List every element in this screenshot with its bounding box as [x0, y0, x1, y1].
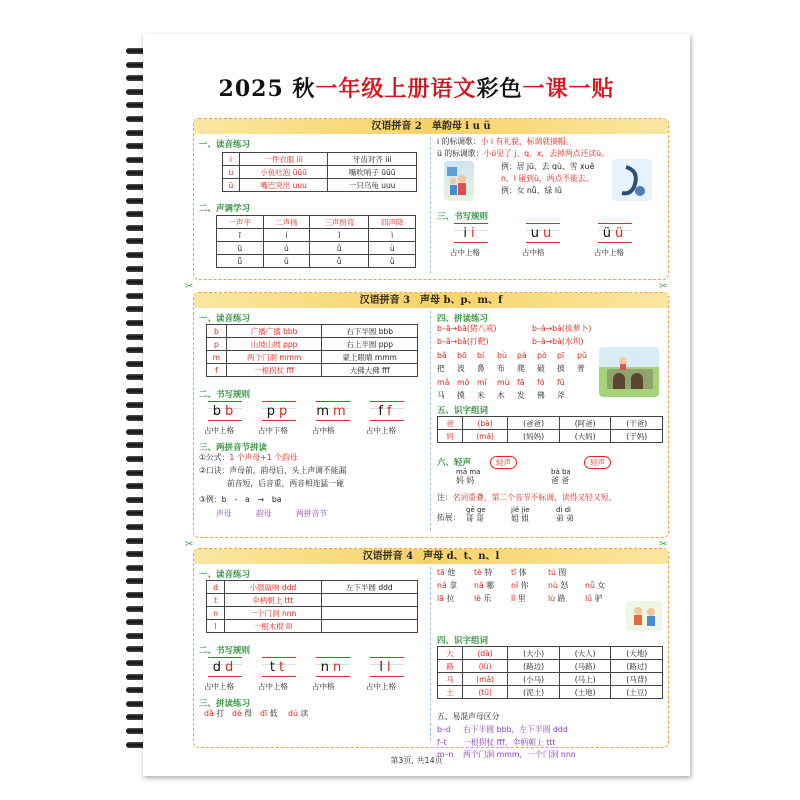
table-header-row: [217, 216, 416, 229]
pinyin-cell: (tǔ): [462, 686, 507, 699]
char-cell: 路: [438, 660, 463, 673]
header-cell: 一声平: [217, 216, 264, 229]
word-cell: (路过): [611, 660, 663, 673]
syllable: bí: [477, 351, 485, 360]
pinyin: gē ge: [466, 506, 486, 514]
syllable: 爬: [517, 364, 525, 373]
word-cell: (大地): [611, 647, 663, 660]
example-2: n、l 碰到ü，两点不能去。: [501, 174, 594, 183]
char-cell: 爸: [438, 417, 463, 430]
extension-label: 拓展：: [437, 513, 461, 522]
tone-cell: ì: [369, 229, 416, 242]
syllable: fǔ: [557, 378, 565, 387]
writing-caption: 占中上格: [258, 682, 288, 691]
pinyin-word: nǐ 你: [511, 581, 529, 590]
char-cell: 妈: [438, 430, 463, 443]
table-row: [438, 647, 663, 660]
pinyin-word: nù 怒: [548, 581, 569, 590]
scissors-icon: ✂: [659, 281, 668, 292]
mnemonic-cell: [321, 607, 417, 620]
table-row: [438, 686, 663, 699]
writing-caption: 占中上格: [204, 682, 234, 691]
mnemonic-cell: 两个门洞 mmm: [226, 351, 322, 364]
writing-caption: 占中格: [312, 426, 335, 435]
i-tone-rule: i 的标调歌：小 i 有礼貌，标调就摘帽。: [437, 137, 574, 146]
four-line-writing-box: tt: [262, 657, 296, 677]
pinyin-char-pair: [511, 507, 530, 523]
writing-caption: 占中上格: [366, 426, 396, 435]
word-cell: (路边): [508, 660, 560, 673]
four-line-writing-box: ff: [370, 401, 404, 421]
four-line-writing-box: bb: [208, 401, 242, 421]
word-cell: (妈妈): [508, 430, 560, 443]
column-divider: [430, 311, 431, 531]
lesson-3-header: 汉语拼音 3 声母 b、p、m、f: [194, 293, 668, 308]
table-row: [223, 166, 417, 179]
pinyin-cell: (dà): [462, 647, 507, 660]
pinyin-word: nǎ 哪: [474, 581, 495, 590]
spell-example: ③例：b - a → ba: [199, 495, 282, 504]
syllable: 普: [577, 364, 585, 373]
table-row: [207, 620, 418, 633]
section-title: 一、读音练习: [199, 570, 251, 580]
mnemonic-cell: 伞柄朝上 ttt: [225, 594, 321, 607]
word-cell: (马路): [559, 660, 611, 673]
section-title: 六、轻声: [437, 458, 472, 468]
mnemonic-cell: 一只乌龟 uuu: [328, 179, 417, 192]
letter-cell: ü: [223, 179, 240, 192]
practice-1: b–ā→bā(猪八戒): [437, 324, 497, 333]
syllable: 波: [457, 364, 465, 373]
syllable: 布: [497, 364, 505, 373]
mnemonic-cell: [321, 620, 417, 633]
word-cell: (大人): [559, 647, 611, 660]
pinyin-word: lǐ 里: [511, 594, 526, 603]
mnemonic-cell: 一根木棍 lll: [225, 620, 321, 633]
table-row: [217, 229, 416, 242]
syllable: 木: [497, 391, 505, 400]
section-title: 一、读音练习: [199, 314, 251, 324]
oral-rule: ②口诀：声母前，韵母后，头上声调不能漏: [199, 466, 347, 475]
mix-title: 五、易混声母区分: [437, 712, 500, 721]
syllable: 米: [477, 391, 485, 400]
lesson-2-panel: [193, 118, 669, 280]
bridge-icon: [599, 347, 659, 397]
mnemonic-cell: 小鱼吐泡 ūūū: [239, 166, 328, 179]
letter-cell: u: [223, 166, 240, 179]
writing-caption: 占中上格: [204, 426, 234, 435]
scissors-icon: ✂: [185, 281, 194, 292]
pinyin-cell: (bà): [462, 417, 507, 430]
pinyin-cell: (mā): [462, 430, 507, 443]
word-cell: (爸爸): [508, 417, 560, 430]
pinyin-word: lā 拉: [437, 594, 455, 603]
table-row: [438, 660, 663, 673]
example-3: 例：女 nǚ、绿 lǜ: [501, 186, 562, 195]
light-tone-bubble: 轻声: [490, 456, 517, 469]
section-title: 二、书写规则: [199, 646, 251, 656]
word-cell: (大小): [508, 647, 560, 660]
letter-cell: p: [207, 338, 227, 351]
confusable-pair: f–t 一根拐杖 fff，伞柄朝上 ttt: [437, 737, 556, 747]
table-row: [207, 325, 418, 338]
mnemonic-cell: 小鼓敲响 ddd: [225, 581, 321, 594]
read-table: [222, 152, 417, 192]
practice-2: b–á→bá(拔萝卜): [532, 324, 592, 333]
tone-cell: ū: [217, 242, 264, 255]
pinyin-word: tǐ 体: [511, 568, 527, 577]
four-line-writing-box: mm: [316, 401, 350, 421]
pinyin-word: ná 拿: [437, 581, 458, 590]
char-cell: 大: [438, 647, 463, 660]
oral-rule-2: 前音短，后音重，两音相连猛一碰: [227, 479, 344, 488]
column-divider: [430, 137, 431, 273]
children-icon: [444, 161, 474, 201]
pinyin-word: lù 路: [548, 594, 566, 603]
char-row-2: [437, 391, 577, 402]
writing-caption: 占中格: [522, 248, 545, 257]
spell-item: dī 低: [260, 709, 278, 718]
lesson-2-header: 汉语拼音 2 单韵母 i u ü: [194, 119, 668, 134]
letter-cell: b: [207, 325, 227, 338]
syllable: mǐ: [477, 378, 487, 387]
kids-illustration: [626, 601, 662, 631]
word-cell: (马上): [559, 673, 611, 686]
table-row: [217, 242, 416, 255]
syllable: 发: [517, 391, 525, 400]
children-illustration: [444, 161, 474, 201]
spell-label-initial: 声母: [216, 509, 232, 518]
pinyin-word: tè 特: [474, 568, 493, 577]
table-row: [217, 255, 416, 268]
table-row: [223, 179, 417, 192]
light-tone-bubble: 轻声: [584, 456, 611, 469]
word-cell: (土豆): [611, 686, 663, 699]
practice-3: b–ǎ→bǎ(打靶): [437, 337, 489, 346]
syllable: pá: [517, 351, 527, 360]
char-cell: 马: [438, 673, 463, 686]
word-table: [437, 416, 663, 443]
letter-cell: n: [207, 607, 225, 620]
pinyin: bà ba: [551, 468, 571, 476]
pinyin-char-pair: [556, 507, 574, 523]
mnemonic-cell: 左下半圆 ddd: [321, 581, 417, 594]
practice-4: b–à→bà(水坝): [532, 337, 584, 346]
syllable: 破: [537, 364, 545, 373]
mnemonic-cell: 牙齿对齐 iii: [328, 153, 417, 166]
writing-caption: 占中格: [312, 682, 335, 691]
section-title: 四、拼读练习: [437, 314, 489, 324]
tone-cell: ù: [369, 242, 416, 255]
title-series: 一课一贴: [522, 76, 615, 102]
pinyin-word: tā 他: [437, 568, 456, 577]
four-line-writing-box: ll: [370, 657, 404, 677]
mnemonic-cell: [321, 594, 417, 607]
section-title: 三、两拼音节拼读: [199, 443, 268, 453]
syllable: pǔ: [577, 351, 587, 360]
bridge-illustration: [599, 347, 659, 397]
spell-item: dú 读: [288, 709, 309, 718]
syllable: pī: [557, 351, 565, 360]
table-row: [207, 581, 418, 594]
letter-cell: i: [223, 153, 240, 166]
page-number: 第3页, 共14页: [390, 756, 443, 765]
word-cell: (干爸): [611, 417, 663, 430]
tone-cell: ú: [263, 242, 310, 255]
syllable: bǎ: [437, 351, 447, 360]
mnemonic-cell: 嘴巴突出 uuu: [239, 179, 328, 192]
lesson-4-header: 汉语拼音 4 声母 d、t、n、l: [194, 549, 668, 564]
letter-cell: l: [207, 620, 225, 633]
mnemonic-cell: 一个门洞 nnn: [225, 607, 321, 620]
table-row: [207, 351, 418, 364]
section-title: 四、识字组词: [437, 636, 489, 646]
syllable: mō: [457, 378, 470, 387]
pinyin-word: lǘ 驴: [585, 594, 603, 603]
pinyin-word: nǚ 女: [585, 581, 606, 590]
syllable: pò: [537, 351, 547, 360]
four-line-writing-box: ii: [454, 223, 488, 243]
confusable-pair: b–d 右下半圆 bbb，左下半圆 ddd: [437, 725, 568, 734]
word-table: [437, 646, 663, 699]
table-row: [438, 417, 663, 430]
table-row: [207, 594, 418, 607]
four-line-writing-box: uu: [526, 223, 560, 243]
pinyin-char-pair: [456, 469, 480, 485]
spell-label-final: 韵母: [256, 509, 272, 518]
section-title: 三、书写规则: [437, 212, 489, 222]
column-divider: [430, 567, 431, 741]
title-color: 彩色: [476, 76, 523, 102]
tone-cell: ǜ: [369, 255, 416, 268]
syllable: 鼻: [477, 364, 485, 373]
syllable: 佛: [537, 391, 545, 400]
table-row: [438, 673, 663, 686]
syllable: 摸: [457, 391, 465, 400]
scissors-icon: ✂: [185, 539, 194, 550]
writing-caption: 占中上格: [450, 248, 480, 257]
section-title: 五、识字组词: [437, 406, 489, 416]
kids-icon: [626, 601, 662, 631]
syllable: 斧: [557, 391, 565, 400]
letter-cell: f: [207, 364, 227, 377]
mnemonic-cell: 右上半圆 ppp: [322, 338, 418, 351]
table-row: [207, 338, 418, 351]
pinyin-cell: (mǎ): [462, 673, 507, 686]
fish-icon: [612, 159, 652, 201]
scissors-icon: ✂: [659, 539, 668, 550]
lesson-4-panel: [193, 548, 669, 759]
header-cell: 三声拐弯: [310, 216, 369, 229]
confusable-pair: m–n 两个门洞 mmm，一个门洞 nnn: [437, 750, 576, 759]
page-title: [143, 72, 690, 103]
mnemonic-cell: 一件衣服 iii: [239, 153, 328, 166]
mnemonic-cell: 蒙上眼睛 mmm: [322, 351, 418, 364]
title-year: 2025 秋: [218, 76, 316, 102]
pinyin: jiě jie: [511, 506, 530, 514]
pinyin-word: lè 乐: [474, 594, 492, 603]
characters: 弟 弟: [556, 513, 575, 523]
read-table: [206, 580, 418, 633]
section-title: 二、书写规则: [199, 390, 251, 400]
mnemonic-cell: 山坡山坡 ppp: [226, 338, 322, 351]
spell-label-syllable: 两拼音节: [296, 509, 328, 518]
tone-cell: ǖ: [217, 255, 264, 268]
four-line-writing-box: pp: [262, 401, 296, 421]
title-grade: 一年级上册语文: [315, 76, 477, 102]
mnemonic-cell: 右下半圆 bbb: [322, 325, 418, 338]
characters: 姐 姐: [511, 513, 530, 523]
characters: 妈 妈: [456, 475, 475, 485]
letter-cell: d: [207, 581, 225, 594]
pinyin-cell: (lù): [462, 660, 507, 673]
fish-illustration: [612, 159, 652, 201]
table-row: [223, 153, 417, 166]
example-1: 例：居 jū、去 qù、雪 xuě: [501, 162, 595, 171]
pinyin-word: tú 图: [548, 568, 567, 577]
mnemonic-cell: 广播广播 bbb: [226, 325, 322, 338]
word-cell: (土地): [559, 686, 611, 699]
tone-cell: ǔ: [310, 242, 369, 255]
mnemonic-cell: 一根拐杖 fff: [226, 364, 322, 377]
four-line-writing-box: nn: [316, 657, 350, 677]
pinyin-char-pair: [466, 507, 486, 523]
mnemonic-cell: 大佛大佛 fff: [322, 364, 418, 377]
pinyin-char-pair: [551, 469, 571, 485]
word-cell: (泥土): [508, 686, 560, 699]
tone-cell: ī: [217, 229, 264, 242]
syllable: bō: [457, 351, 467, 360]
tone-cell: ǘ: [263, 255, 310, 268]
word-cell: (阿爸): [559, 417, 611, 430]
writing-caption: 占中下格: [258, 426, 288, 435]
read-table: [206, 324, 418, 377]
syllable: fó: [537, 378, 545, 387]
pinyin-row: [437, 351, 597, 362]
notebook-page: [143, 34, 690, 776]
writing-caption: 占中上格: [366, 682, 396, 691]
char-cell: 土: [438, 686, 463, 699]
writing-caption: 占中上格: [594, 248, 624, 257]
section-title: 三、拼读练习: [199, 699, 251, 709]
tone-cell: ǐ: [310, 229, 369, 242]
tone-table: [216, 215, 416, 268]
syllable: mǎ: [437, 378, 450, 387]
syllable: 把: [437, 364, 445, 373]
pinyin: dì di: [556, 506, 572, 514]
pinyin: mā ma: [456, 468, 481, 476]
tone-cell: í: [263, 229, 310, 242]
u-tone-rule: ü 的标调歌：小ü见了 j、q、x，去掉两点还读ü。: [437, 149, 609, 158]
four-line-writing-box: dd: [208, 657, 242, 677]
tone-cell: ǚ: [310, 255, 369, 268]
letter-cell: t: [207, 594, 225, 607]
char-row: [437, 364, 597, 375]
pinyin-row-2: [437, 378, 577, 389]
table-row: [207, 364, 418, 377]
syllable: fā: [517, 378, 525, 387]
note: 注：名词重叠，第二个音节不标调，读得又轻又短。: [437, 493, 617, 502]
lesson-3-panel: [193, 292, 669, 538]
four-line-writing-box: üü: [598, 223, 632, 243]
syllable: 马: [437, 391, 445, 400]
spell-item: dǎ 打: [204, 709, 225, 718]
word-cell: (马背): [611, 673, 663, 686]
header-cell: 四声降: [369, 216, 416, 229]
word-cell: (干妈): [611, 430, 663, 443]
formula: ①公式：1 个声母+1 个韵母: [199, 453, 298, 462]
table-row: [438, 430, 663, 443]
letter-cell: m: [207, 351, 227, 364]
syllable: 披: [557, 364, 565, 373]
section-title: 二、声调学习: [199, 204, 251, 214]
mnemonic-cell: 嘴吹哨子 ūūū: [328, 166, 417, 179]
table-row: [207, 607, 418, 620]
syllable: bù: [497, 351, 507, 360]
syllable: mù: [497, 378, 510, 387]
word-cell: (大妈): [559, 430, 611, 443]
header-cell: 二声扬: [263, 216, 310, 229]
characters: 爸 爸: [551, 475, 570, 485]
spell-item: dé 得: [232, 709, 253, 718]
characters: 哥 哥: [466, 513, 485, 523]
section-title: 一、读音练习: [199, 140, 251, 150]
word-cell: (小马): [508, 673, 560, 686]
